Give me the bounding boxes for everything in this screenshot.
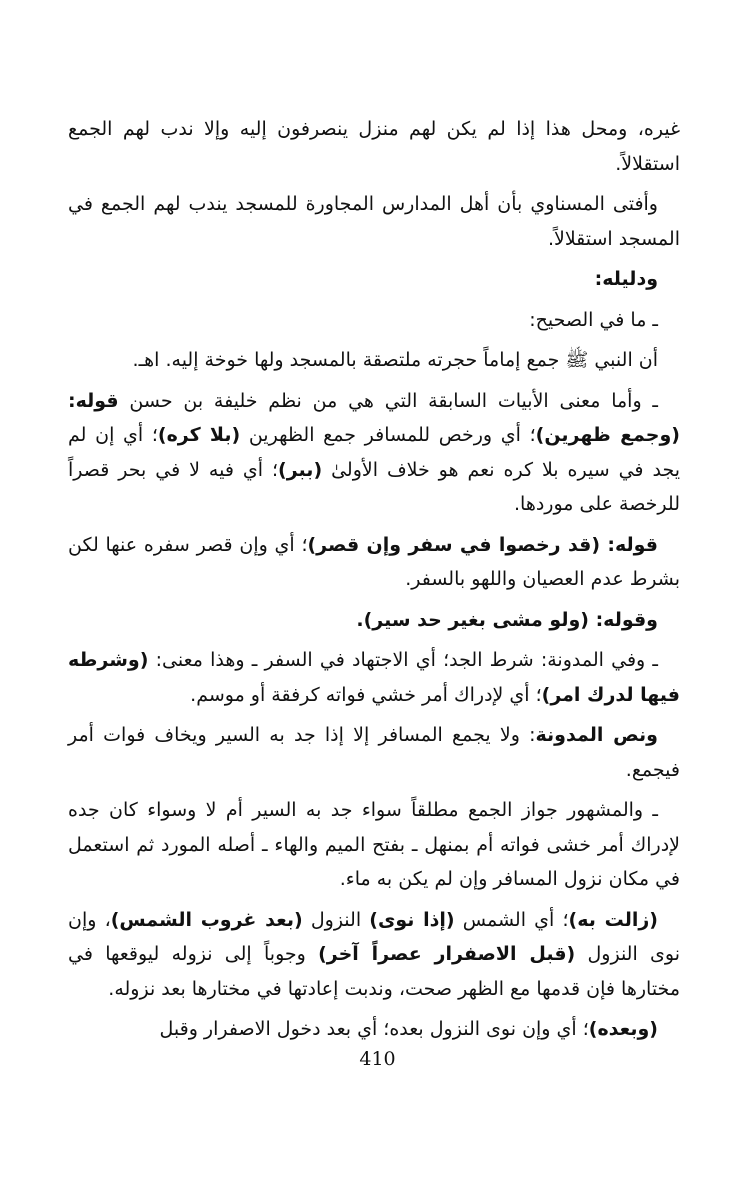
text-run: ـ وفي المدونة: شرط الجد؛ أي الاجتهاد في السفر ـ وهذا معنى: [148,649,658,671]
paragraph [68,603,680,638]
paragraph [68,528,680,597]
paragraph [68,643,680,712]
text-run: وجوباً إلى نزوله ليوقعها في مختارها فإن قدمها مع الظهر صحت، وندبت إعادتها في مختارها بعد نزوله. [68,943,680,1000]
paragraph [68,1012,680,1047]
text-run: ـ والمشهور جواز الجمع مطلقاً سواء جد به السير أم لا وسواء كان جده لإدراك أمر خشى فواته أم بمنهل ـ بفتح الميم والهاء ـ أصله المورد ثم استعمل في مكان نزول المسافر وإن لم يكن به ماء. [68,799,680,890]
text-run: ، وإن نوى النزول [68,908,681,965]
paragraph [68,718,680,787]
bold-text-run: (قد رخصوا في سفر وإن قصر) [307,533,601,556]
text-run: ؛ أي الشمس [454,908,569,931]
text-run: أن النبي ﷺ جمع إماماً حجرته ملتصقة بالمسجد ولها خوخة إليه. اهـ. [132,349,658,371]
bold-text-run: (وبعده) [588,1018,658,1040]
bold-text-run: (وشرطه فيها لدرك امر) [68,649,680,706]
paragraph [68,384,680,522]
page-body-text [68,112,680,1053]
bold-text-run: (ببر) [278,458,323,481]
text-run: ؛ أي إن لم يجد في سيره بلا كره نعم هو خلاف الأولىٰ [68,424,680,481]
text-run: ؛ أي وإن نوى النزول بعده؛ أي بعد دخول الاصفرار وقبل [159,1018,589,1040]
text-run: ـ ما في الصحيح: [529,308,658,331]
bold-text-run: (ولو مشى بغير حد سير). [356,608,589,631]
bold-text-run: قوله: [68,389,119,412]
paragraph [68,903,680,1007]
paragraph [68,187,680,256]
paragraph [68,112,680,181]
text-run: ؛ أي فيه لا في بحر قصراً للرخصة على موردها. [68,458,680,515]
text-run: ؛ أي ورخص للمسافر جمع الظهرين [240,424,536,446]
bold-text-run: ونص المدونة [535,724,658,746]
paragraph [68,793,680,897]
text-run: ـ وأما معنى الأبيات السابقة التي هي من نظم خليفة بن حسن [118,389,658,412]
paragraph [68,343,680,378]
text-run: : ولا يجمع المسافر إلا إذا جد به السير ويخاف فوات أمر فيجمع. [68,724,680,781]
paragraph [68,262,680,297]
page-number: 410 [359,1048,396,1070]
bold-text-run: ودليله: [594,268,658,290]
bold-text-run: (إذا نوى) [369,908,455,931]
text-run: ؛ أي وإن قصر سفره عنها لكن بشرط عدم العصيان واللهو بالسفر. [68,533,680,590]
bold-text-run: (بلا كره) [157,424,241,446]
paragraph [68,303,680,338]
bold-text-run: قوله: [600,533,658,556]
text-run: غيره، ومحل هذا إذا لم يكن لهم منزل ينصرفون إليه وإلا ندب لهم الجمع استقلالاً. [68,118,680,175]
text-run: وأفتى المسناوي بأن أهل المدارس المجاورة للمسجد يندب لهم الجمع في المسجد استقلالاً. [68,193,680,250]
text-run: ؛ أي لإدراك أمر خشي فواته كرفقة أو موسم. [190,683,542,706]
bold-text-run: (زالت به) [568,908,658,931]
text-run: النزول [302,908,370,931]
bold-text-run: وقوله: [588,608,658,631]
bold-text-run: (قبل الاصفرار عصراً آخر) [318,943,576,965]
bold-text-run: (وجمع ظهرين) [535,424,680,446]
bold-text-run: (بعد غروب الشمس) [110,908,303,931]
